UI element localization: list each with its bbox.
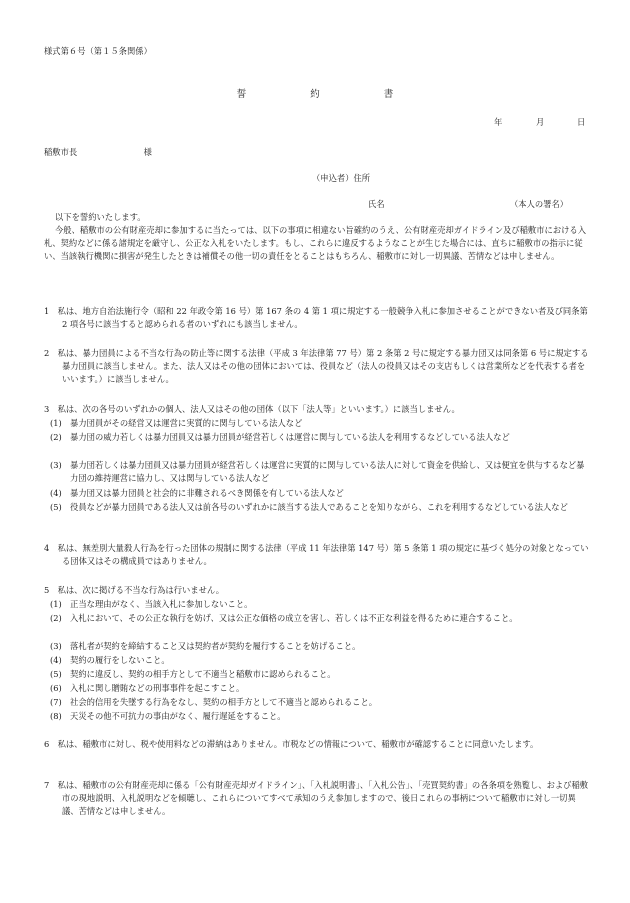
item-5-sub-6: (6) 入札に関し贈賄などの刑事事件を起こすこと。	[50, 683, 245, 693]
item-1: 1 私は、地方自治法施行令（昭和 22 年政令第 16 号）第 167 条の 4 第 1 項に規定する一般競争入札に参加させることができない者及び同条第 2 項各号に該当すると認められる者のいずれにも該当しません。	[44, 306, 588, 329]
document-title	[0, 88, 630, 101]
item-5-sub-1: (1) 正当な理由がなく、当該入札に参加しないこと。	[50, 599, 253, 609]
applicant-name-label: 氏名	[368, 199, 385, 209]
item-5-sub-3: (3) 落札者が契約を締結すること又は契約者が契約を履行することを妨げること。	[50, 641, 361, 651]
item-3-sub-2: (2) 暴力団の威力若しくは暴力団員又は暴力団員が経営若しくは運営に関与している法人を利用するなどしている法人など	[50, 432, 510, 442]
item-4: 4 私は、無差別大量殺人行為を行った団体の規制に関する法律（平成 11 年法律第 147 号）第 5 条第 1 項の規定に基づく処分の対象となっている団体又はその構成員ではありません。	[44, 543, 589, 566]
intro-text: 以下を誓約いたします。	[55, 212, 146, 222]
form-number: 様式第６号（第１５条関係）	[44, 46, 152, 56]
item-5-sub-7: (7) 社会的信用を失墜する行為をなし、契約の相手方として不適当と認められること。	[50, 697, 378, 707]
item-2: 2 私は、暴力団員による不当な行為の防止等に関する法律（平成 3 年法律第 77 号）第 2 条第 2 号に規定する暴力団又は同条第 6 号に規定する暴力団員に該当しません。また、法人又はその他の団体においては、役員など（法人の役員又はその支店もしくは営業所などを代表する者をいいます。）に該当しません。	[44, 348, 589, 384]
item-3: 3 私は、次の各号のいずれかの個人、法人又はその他の団体（以下「法人等」といいます。）に該当しません。	[44, 404, 460, 414]
item-3-sub-5: (5) 役員などが暴力団員である法人又は前各号のいずれかに該当する法人であることを知りながら、これを利用するなどしている法人など	[50, 502, 568, 512]
item-5: 5 私は、次に掲げる不当な行為は行いません。	[44, 585, 225, 595]
title-char-3: 書	[383, 89, 394, 100]
item-5-sub-4: (4) 契約の履行をしないこと。	[50, 655, 170, 665]
main-paragraph: 今般、稲敷市の公有財産売却に参加するに当たっては、以下の事項に相違ない旨確約のうえ、公有財産売却ガイドライン及び稲敷市における入札、契約などに係る諸規定を厳守し、公正な入札をいたします。もし、これらに違反するようなことが生じた場合には、直ちに稲敷市の指示に従い、当該執行機関に損害が発生したときは補償その他一切の責任をとることはもちろん、稲敷市に対し一切異議、苦情などは申しません。	[44, 225, 587, 261]
applicant-address-label: （申込者）住所	[312, 173, 371, 183]
addressee: 稲敷市長 様	[44, 147, 152, 157]
item-5-sub-5: (5) 契約に違反し、契約の相手方として不適当と稲敷市に認められること。	[50, 669, 336, 679]
item-6: 6 私は、稲敷市に対し、税や使用料などの滞納はありません。市税などの情報について、稲敷市が確認することに同意いたします。	[44, 739, 539, 749]
signature-note: （本人の署名）	[510, 199, 569, 209]
title-char-1: 誓	[236, 89, 247, 100]
date-year: 年	[494, 117, 503, 127]
item-5-sub-2: (2) 入札において、その公正な執行を妨げ、又は公正な価格の成立を害し、若しくは不正な利益を得るために連合すること。	[50, 613, 518, 623]
title-char-2: 約	[310, 89, 320, 100]
item-3-sub-3: (3) 暴力団若しくは暴力団員又は暴力団員が経営若しくは運営に実質的に関与している法人に対して資金を供給し、又は便宜を供与するなど暴力団の維持運営に協力し、又は関与している法人など	[50, 460, 585, 483]
item-5-sub-8: (8) 天災その他不可抗力の事由がなく、履行遅延をすること。	[50, 711, 286, 721]
item-7: 7 私は、稲敷市の公有財産売却に係る「公有財産売却ガイドライン」、「入札説明書」、「入札公告」、「売買契約書」の各条項を熟覧し、および稲敷市の現地説明、入札説明などを傾聴し、これらについてすべて承知のうえ参加しますので、後日これらの事柄について稲敷市に対し一切異議、苦情などは申しません。	[44, 780, 589, 816]
item-3-sub-4: (4) 暴力団又は暴力団員と社会的に非難されるべき関係を有している法人など	[50, 488, 344, 498]
date-month: 月	[536, 117, 545, 127]
date-day: 日	[577, 117, 586, 127]
item-3-sub-1: (1) 暴力団員がその経営又は運営に実質的に関与している法人など	[50, 418, 303, 428]
